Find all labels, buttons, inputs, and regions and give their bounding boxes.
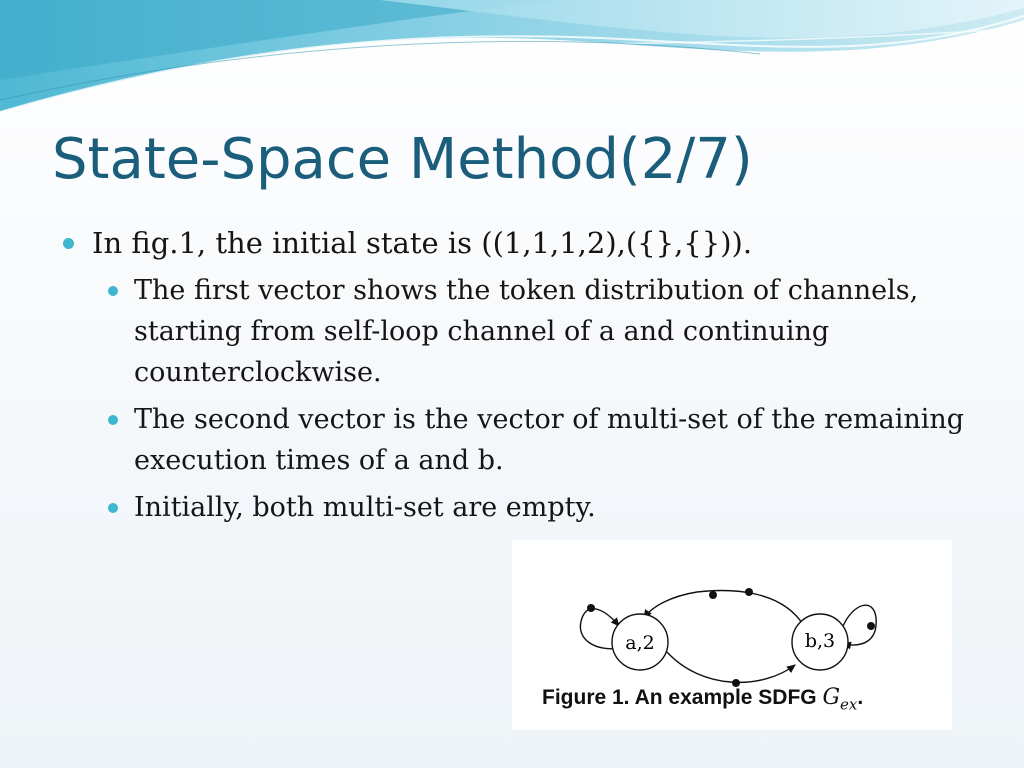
node-a-label: a,2 [625,632,655,654]
bullet-text: The first vector shows the token distribution of channels, starting from self-loop channel of a and continuing counterclockwise. [134,275,919,388]
figure-caption [542,685,863,713]
bullet-text: The second vector is the vector of multi-set of the remaining execution times of a and b. [134,404,965,476]
caption-period: . [857,686,864,709]
token-dot [867,622,875,630]
edge-b-to-a [644,591,804,626]
bullet-dot-icon [108,503,118,513]
sub-bullet-item [58,399,988,481]
sub-bullet-item [58,270,988,393]
sdfg-figure [512,540,952,730]
caption-text: Figure 1. An example SDFG [542,686,823,709]
bullet-list [58,224,988,534]
bullet-text: Initially, both multi-set are empty. [134,492,596,523]
node-b-label: b,3 [804,630,836,652]
edge-a-to-b [667,652,795,682]
slide-title: State-Space Method(2/7) [52,127,753,192]
caption-symbol: $G_{ex}$ [822,685,858,714]
token-dot [745,588,753,596]
token-dot [709,591,717,599]
header-wave-decoration [0,0,1024,120]
bullet-text: In fig.1, the initial state is ((1,1,1,2),({},{})). [92,226,753,260]
bullet-dot-icon [63,238,74,249]
bullet-item [58,224,988,262]
bullet-dot-icon [108,286,118,296]
token-dot [587,604,595,612]
bullet-dot-icon [108,415,118,425]
sub-bullet-item [58,487,988,528]
